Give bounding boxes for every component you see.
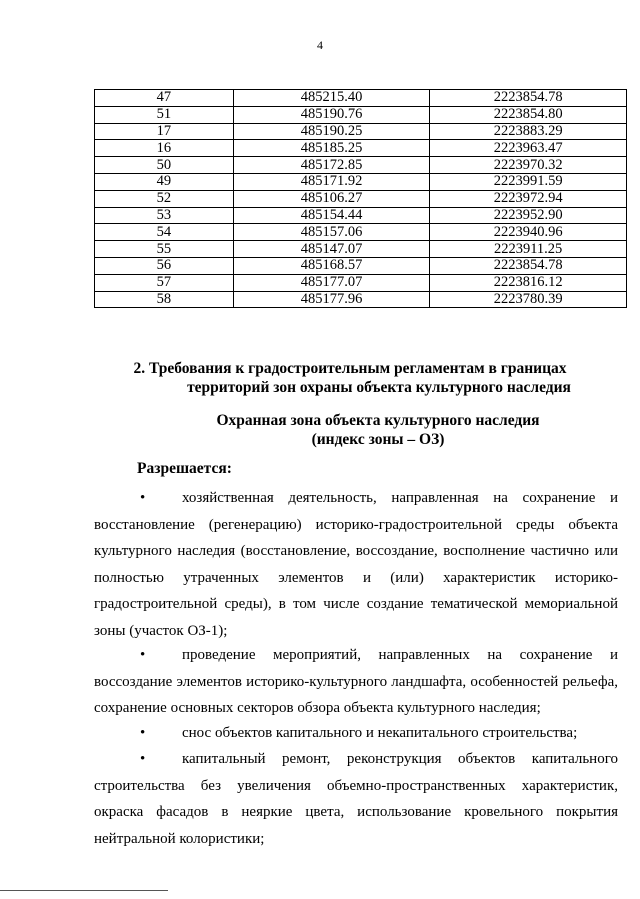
- y-coordinate-cell: 2223963.47: [430, 140, 627, 157]
- point-number-cell: 57: [95, 274, 234, 291]
- table-row: [95, 106, 627, 123]
- zone-heading: [0, 411, 640, 449]
- point-number-cell: 54: [95, 224, 234, 241]
- table-row: [95, 123, 627, 140]
- x-coordinate-cell: 485177.07: [233, 274, 430, 291]
- y-coordinate-cell: 2223952.90: [430, 207, 627, 224]
- x-coordinate-cell: 485157.06: [233, 224, 430, 241]
- x-coordinate-cell: 485106.27: [233, 190, 430, 207]
- y-coordinate-cell: 2223854.78: [430, 257, 627, 274]
- x-coordinate-cell: 485147.07: [233, 241, 430, 258]
- x-coordinate-cell: 485190.76: [233, 106, 430, 123]
- bullet-icon: •: [140, 490, 146, 506]
- y-coordinate-cell: 2223991.59: [430, 173, 627, 190]
- table-row: [95, 157, 627, 174]
- x-coordinate-cell: 485171.92: [233, 173, 430, 190]
- list-item-text: хозяйственная деятельность, направленная на сохранение и восстановление (регенерацию) историко-градостроительной среды объекта культурного наследия (восстановление, воссоздание, восполнение частично или полностью утраченных элементов и (или) характеристик историко-градостроительной среды), в том числе создание тематической мемориальной зоны (участок ОЗ-1);: [94, 490, 618, 639]
- x-coordinate-cell: 485154.44: [233, 207, 430, 224]
- table-row: [95, 173, 627, 190]
- point-number-cell: 56: [95, 257, 234, 274]
- point-number-cell: 58: [95, 291, 234, 308]
- list-item: [94, 720, 618, 747]
- table-row: [95, 241, 627, 258]
- list-item-text: проведение мероприятий, направленных на сохранение и воссоздание элементов историко-культурного ландшафта, особенностей рельефа, сохранение основных секторов обзора объекта культурного наследия;: [94, 647, 618, 716]
- list-item: [94, 746, 618, 852]
- table-row: [95, 274, 627, 291]
- section-heading-line-2: территорий зон охраны объекта культурного наследия: [187, 379, 571, 396]
- coordinates-table: [94, 89, 627, 308]
- x-coordinate-cell: 485168.57: [233, 257, 430, 274]
- point-number-cell: 50: [95, 157, 234, 174]
- table-row: [95, 207, 627, 224]
- point-number-cell: 49: [95, 173, 234, 190]
- y-coordinate-cell: 2223780.39: [430, 291, 627, 308]
- y-coordinate-cell: 2223816.12: [430, 274, 627, 291]
- y-coordinate-cell: 2223854.80: [430, 106, 627, 123]
- point-number-cell: 17: [95, 123, 234, 140]
- y-coordinate-cell: 2223972.94: [430, 190, 627, 207]
- table-row: [95, 257, 627, 274]
- table-row: [95, 291, 627, 308]
- allowed-label: Разрешается:: [137, 460, 232, 477]
- y-coordinate-cell: 2223883.29: [430, 123, 627, 140]
- footnote-divider: [0, 890, 168, 891]
- section-heading: [0, 359, 640, 397]
- y-coordinate-cell: 2223940.96: [430, 224, 627, 241]
- x-coordinate-cell: 485190.25: [233, 123, 430, 140]
- list-item-text: снос объектов капитального и некапитального строительства;: [182, 725, 578, 741]
- y-coordinate-cell: 2223911.25: [430, 241, 627, 258]
- point-number-cell: 47: [95, 90, 234, 107]
- bullet-icon: •: [140, 725, 146, 741]
- table-row: [95, 190, 627, 207]
- y-coordinate-cell: 2223970.32: [430, 157, 627, 174]
- list-item-text: капитальный ремонт, реконструкция объектов капитального строительства без увеличения объемно-пространственных характеристик, окраска фасадов в неяркие цвета, использование кровельного покрытия нейтральной колористики;: [94, 751, 618, 847]
- bullet-icon: •: [140, 647, 146, 663]
- page-number: 4: [317, 38, 323, 52]
- zone-heading-line-1: Охранная зона объекта культурного наследия: [216, 412, 540, 429]
- x-coordinate-cell: 485215.40: [233, 90, 430, 107]
- list-item: [94, 485, 618, 644]
- table-row: [95, 140, 627, 157]
- x-coordinate-cell: 485172.85: [233, 157, 430, 174]
- bullet-icon: •: [140, 751, 146, 767]
- point-number-cell: 52: [95, 190, 234, 207]
- table-row: [95, 224, 627, 241]
- y-coordinate-cell: 2223854.78: [430, 90, 627, 107]
- table-row: [95, 90, 627, 107]
- section-heading-line-1: 2. Требования к градостроительным регламентам в границах: [133, 360, 567, 377]
- list-item: [94, 642, 618, 722]
- point-number-cell: 53: [95, 207, 234, 224]
- point-number-cell: 16: [95, 140, 234, 157]
- zone-heading-line-2: (индекс зоны – ОЗ): [311, 431, 445, 448]
- point-number-cell: 51: [95, 106, 234, 123]
- x-coordinate-cell: 485177.96: [233, 291, 430, 308]
- point-number-cell: 55: [95, 241, 234, 258]
- x-coordinate-cell: 485185.25: [233, 140, 430, 157]
